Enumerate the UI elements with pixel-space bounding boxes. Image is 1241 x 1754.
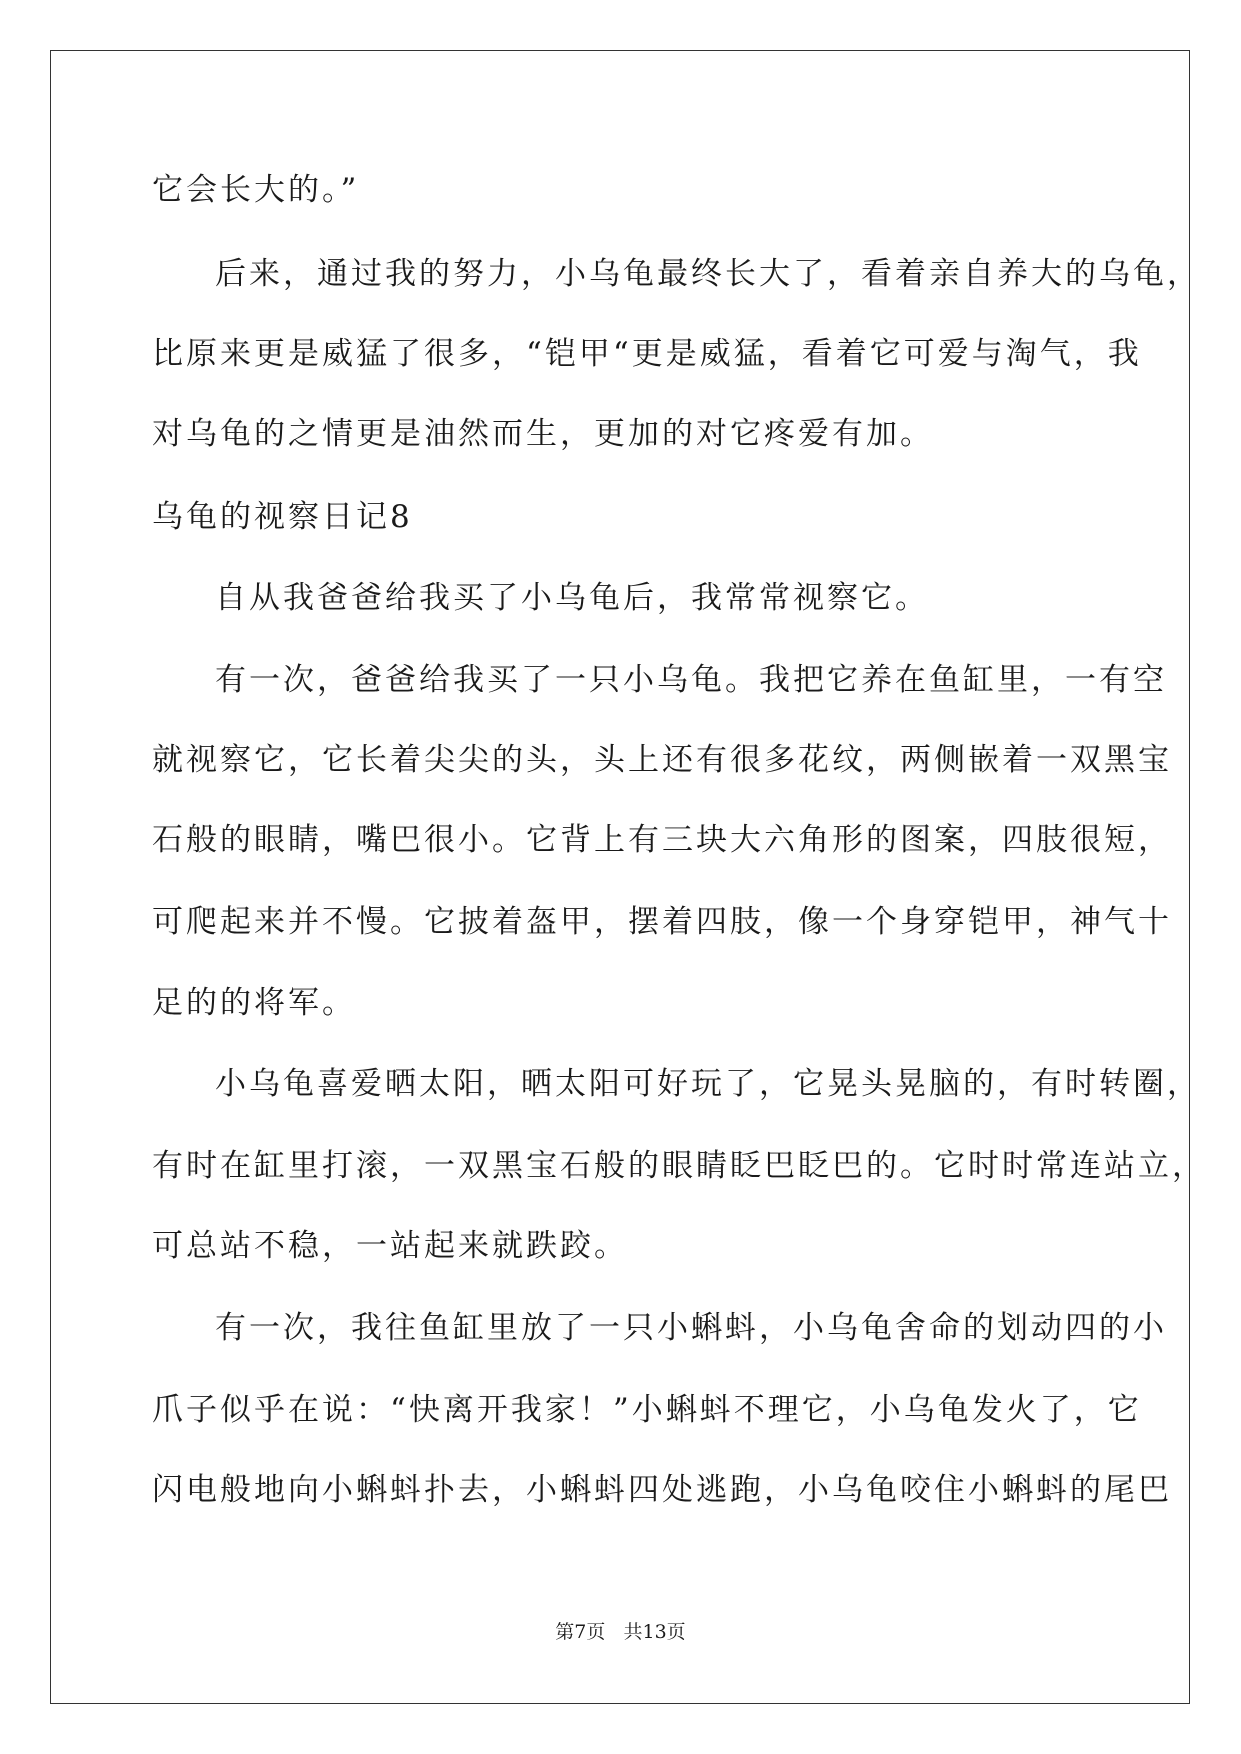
paragraph-start: 后来，通过我的努力，小乌龟最终长大了，看着亲自养大的乌龟，: [215, 256, 1201, 292]
text-line: 比原来更是威猛了很多，“铠甲“更是威猛，看着它可爱与淘气，我: [152, 336, 1142, 372]
text-line: 可总站不稳，一站起来就跌跤。: [152, 1228, 628, 1264]
text-line: 闪电般地向小蝌蚪扑去，小蝌蚪四处逃跑，小乌龟咬住小蝌蚪的尾巴: [152, 1472, 1172, 1508]
page-frame: [50, 50, 1190, 1704]
text-line: 石般的眼睛，嘴巴很小。它背上有三块大六角形的图案，四肢很短，: [152, 822, 1172, 858]
text-line: 有时在缸里打滚，一双黑宝石般的眼睛眨巴眨巴的。它时时常连站立，: [152, 1148, 1206, 1184]
text-line: 足的的将军。: [152, 985, 356, 1021]
paragraph-start: 有一次，我往鱼缸里放了一只小蝌蚪，小乌龟舍命的划动四的小: [215, 1310, 1167, 1346]
text-line: 它会长大的。”: [152, 172, 360, 208]
text-line: 就视察它，它长着尖尖的头，头上还有很多花纹，两侧嵌着一双黑宝: [152, 742, 1172, 778]
paragraph-start: 小乌龟喜爱晒太阳，晒太阳可好玩了，它晃头晃脑的，有时转圈，: [215, 1066, 1201, 1102]
section-heading: 乌龟的视察日记8: [152, 499, 413, 535]
text-line: 对乌龟的之情更是油然而生，更加的对它疼爱有加。: [152, 416, 934, 452]
text-line: 爪子似乎在说：“快离开我家！”小蝌蚪不理它，小乌龟发火了，它: [152, 1392, 1142, 1428]
paragraph-start: 有一次，爸爸给我买了一只小乌龟。我把它养在鱼缸里，一有空: [215, 662, 1167, 698]
page-number-footer: 第7页 共13页: [555, 1621, 686, 1643]
paragraph-start: 自从我爸爸给我买了小乌龟后，我常常视察它。: [215, 580, 929, 616]
text-line: 可爬起来并不慢。它披着盔甲，摆着四肢，像一个身穿铠甲，神气十: [152, 904, 1172, 940]
